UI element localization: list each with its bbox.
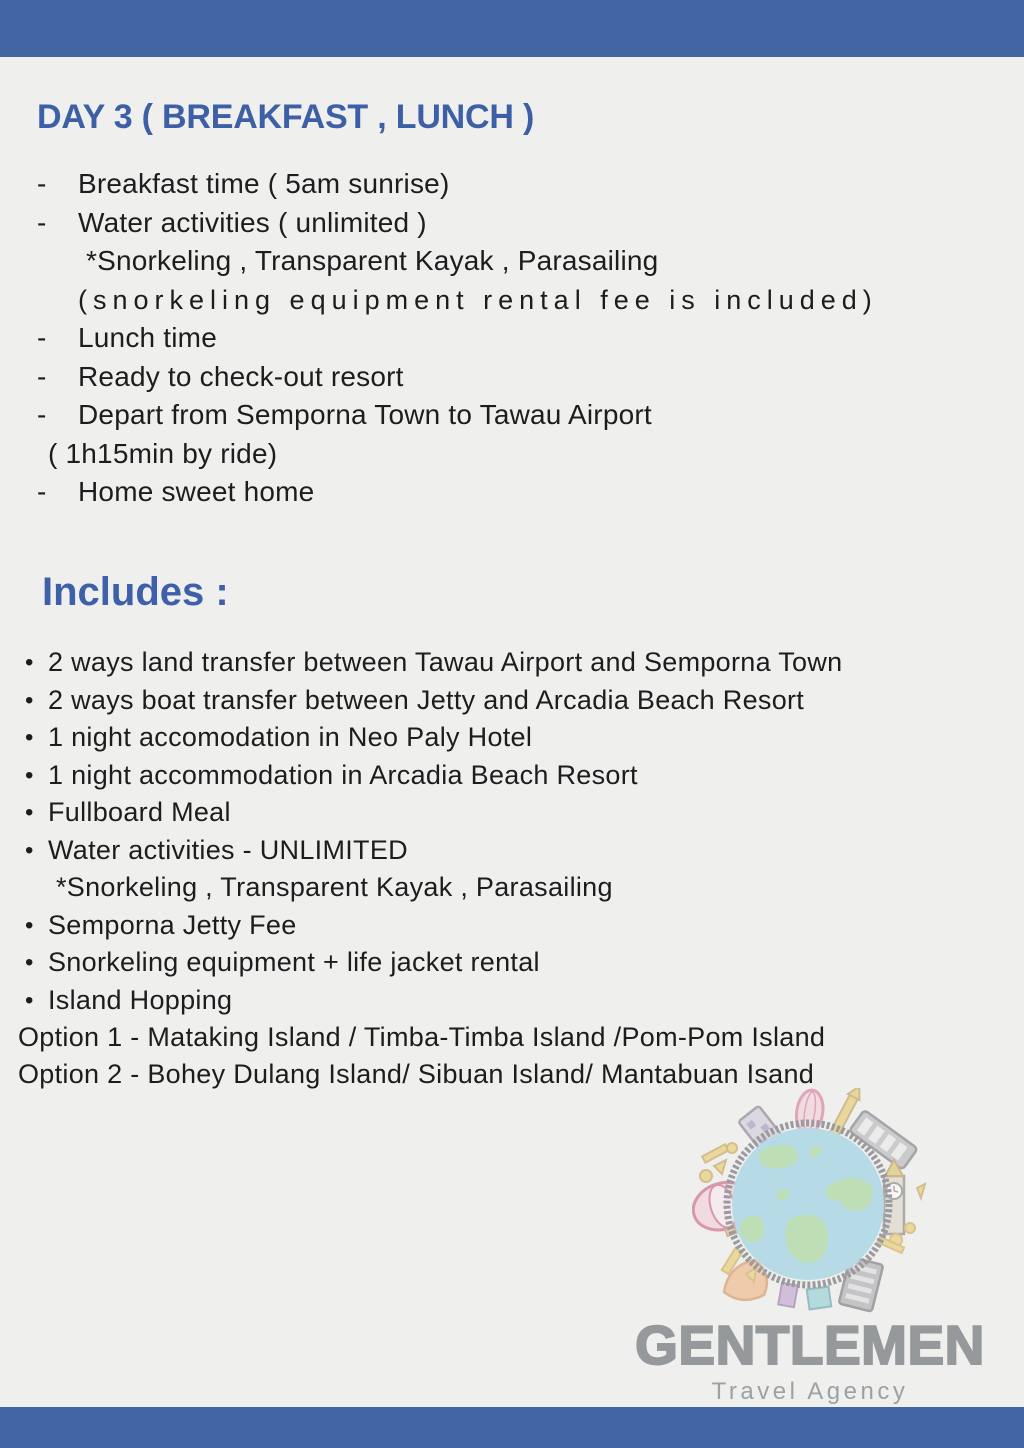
brand-tagline: Travel Agency	[711, 1378, 909, 1405]
day-activity-item	[37, 319, 1024, 358]
includes-item-text: Fullboard Meal	[48, 797, 231, 827]
includes-item-text: 2 ways boat transfer between Jetty and Arcadia Beach Resort	[48, 684, 805, 715]
island-options	[18, 1019, 1018, 1093]
island-option-line: Option 2 - Bohey Dulang Island/ Sibuan Island/ Mantabuan Isand	[18, 1059, 815, 1089]
bullet-dot: •	[25, 799, 34, 826]
includes-item-text: Water activities - UNLIMITED	[48, 834, 408, 865]
day-title: DAY 3 ( BREAKFAST , LUNCH )	[37, 98, 535, 136]
dash-bullet: -	[37, 399, 47, 430]
bullet-dot: •	[25, 911, 34, 939]
includes-item	[25, 907, 1024, 945]
day-activity-text: Ready to check-out resort	[78, 360, 404, 392]
includes-item-text: Island Hopping	[48, 984, 233, 1015]
includes-item	[25, 644, 1024, 682]
includes-list	[0, 644, 1024, 1019]
dash-bullet: -	[37, 206, 47, 238]
includes-item-text: 1 night accomodation in Neo Paly Hotel	[48, 722, 533, 752]
includes-item	[25, 982, 1024, 1020]
includes-item-text: 2 ways land transfer between Tawau Airport and Semporna Town	[48, 647, 843, 677]
day-activity-text: ( 1h15min by ride)	[48, 437, 278, 469]
includes-item	[25, 794, 1024, 832]
day-activity-text: Breakfast time ( 5am sunrise)	[78, 168, 450, 199]
dash-bullet: -	[37, 476, 47, 507]
globe-travel-icon	[692, 1088, 928, 1314]
dash-bullet	[37, 242, 78, 281]
includes-item	[25, 719, 1024, 757]
brand-name: GENTLEMEN	[635, 1314, 985, 1376]
agency-logo	[600, 1088, 1020, 1404]
top-border-bar	[0, 0, 1024, 57]
bullet-dot: •	[25, 686, 34, 714]
day-activity-item	[37, 358, 1024, 397]
day-activity-text: Lunch time	[78, 322, 217, 353]
day-activity-item	[37, 396, 1024, 435]
day-activity-text: (snorkeling equipment rental fee is included)	[78, 284, 878, 315]
day-activity-text: Home sweet home	[78, 476, 315, 507]
bullet-dot: •	[25, 761, 34, 789]
day-activity-item	[37, 242, 1024, 281]
day-activity-item	[37, 165, 1024, 204]
dash-bullet	[37, 281, 78, 320]
dash-bullet: -	[37, 360, 47, 392]
includes-item	[25, 832, 1024, 870]
dash-bullet: -	[37, 168, 47, 199]
bullet-dot: •	[25, 649, 34, 676]
bullet-dot: •	[25, 724, 34, 751]
bullet-dot	[25, 869, 48, 907]
includes-item	[25, 757, 1024, 795]
includes-item	[25, 869, 1024, 907]
day-activity-item	[37, 204, 1024, 243]
day-activity-text: Depart from Semporna Town to Tawau Airport	[78, 399, 652, 430]
bottom-border-bar	[0, 1407, 1024, 1448]
day-activity-text: *Snorkeling , Transparent Kayak , Parasailing	[86, 245, 659, 276]
includes-item-text: 1 night accommodation in Arcadia Beach Resort	[48, 759, 638, 790]
bullet-dot: •	[25, 949, 34, 976]
includes-item	[25, 944, 1024, 982]
includes-item-text: *Snorkeling , Transparent Kayak , Parasailing	[56, 872, 613, 902]
day-activity-text: Water activities ( unlimited )	[78, 206, 427, 238]
bullet-dot: •	[25, 986, 34, 1014]
bullet-dot: •	[25, 836, 34, 864]
day-activity-item	[37, 473, 1024, 512]
includes-item-text: Semporna Jetty Fee	[48, 909, 297, 940]
day-activities-list	[0, 165, 1024, 512]
includes-item	[25, 682, 1024, 720]
includes-heading: Includes :	[42, 570, 229, 614]
day-activity-item	[37, 281, 1024, 320]
day-activity-item	[37, 435, 1024, 474]
dash-bullet: -	[37, 322, 47, 353]
island-option-line: Option 1 - Mataking Island / Timba-Timba Island /Pom-Pom Island	[18, 1022, 826, 1052]
includes-item-text: Snorkeling equipment + life jacket rental	[48, 947, 540, 977]
